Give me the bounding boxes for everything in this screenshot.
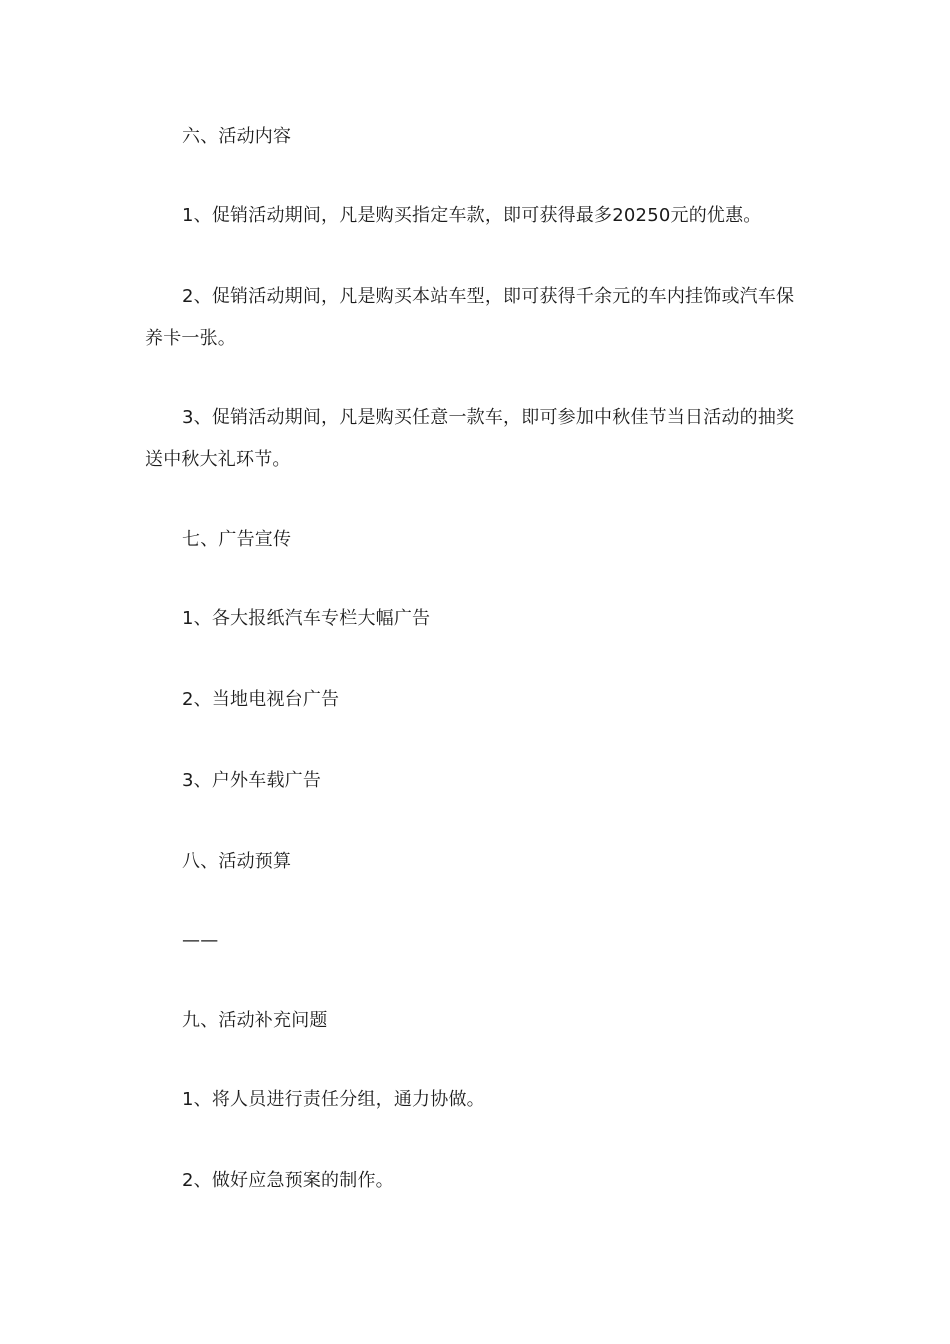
list-item: 2、当地电视台广告 xyxy=(182,689,340,710)
list-item: 3、促销活动期间，凡是购买任意一款车，即可参加中秋佳节当日活动的抽奖送中秋大礼环节。 xyxy=(145,407,795,470)
section-heading-advertising: 七、广告宣传 xyxy=(182,529,292,550)
list-item: 1、各大报纸汽车专栏大幅广告 xyxy=(182,608,431,629)
section-heading-supplementary: 九、活动补充问题 xyxy=(182,1010,328,1031)
section-heading-budget: 八、活动预算 xyxy=(182,851,292,872)
list-item: 2、促销活动期间，凡是购买本站车型，即可获得千余元的车内挂饰或汽车保养卡一张。 xyxy=(145,286,795,349)
list-item: 2、做好应急预案的制作。 xyxy=(182,1170,394,1191)
list-item: 1、促销活动期间，凡是购买指定车款，即可获得最多20250元的优惠。 xyxy=(182,205,762,226)
section-heading-activity-content: 六、活动内容 xyxy=(182,126,292,147)
budget-placeholder-dash: —— xyxy=(182,930,219,951)
list-item: 1、将人员进行责任分组，通力协做。 xyxy=(182,1089,485,1110)
list-item: 3、户外车载广告 xyxy=(182,770,322,791)
